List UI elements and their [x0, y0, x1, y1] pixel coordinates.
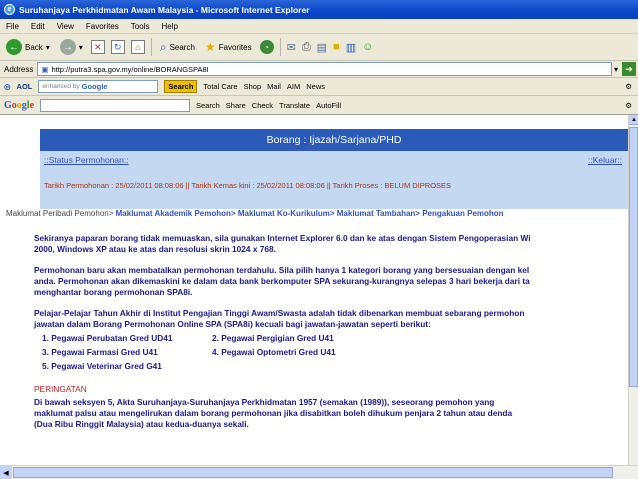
- back-arrow-icon: ←: [6, 39, 22, 55]
- ie-logo-icon: e: [4, 4, 15, 15]
- address-url: http://putra3.spa.gov.my/online/BORANGSPA8I: [51, 64, 209, 74]
- breadcrumb-pengakuan[interactable]: Pengakuan Pemohon: [422, 209, 504, 218]
- menu-edit[interactable]: Edit: [30, 21, 45, 31]
- warning-text: [34, 397, 628, 430]
- search-label: Search: [169, 42, 195, 52]
- google-autofill-button[interactable]: AutoFill: [316, 100, 342, 110]
- scroll-left-icon[interactable]: ◀: [0, 466, 12, 479]
- google-search-button[interactable]: Search: [196, 100, 220, 110]
- aol-logo-icon: ◎: [4, 82, 11, 91]
- breadcrumb-ko-kurikulum[interactable]: Maklumat Ko-Kurikulum>: [237, 209, 335, 218]
- gear-icon[interactable]: ⚙: [625, 82, 632, 91]
- google-translate-button[interactable]: Translate: [279, 100, 311, 110]
- grade-item: 4. Pegawai Optometri Gred U41: [212, 347, 336, 357]
- chevron-down-icon: ▾: [45, 42, 50, 52]
- favorites-button[interactable]: [203, 37, 254, 57]
- horizontal-scrollbar[interactable]: [0, 465, 638, 479]
- mail-icon[interactable]: ✉: [286, 41, 296, 54]
- aol-search-button[interactable]: Search: [164, 80, 197, 93]
- toolbar-divider: [151, 38, 152, 56]
- warning-title: PERINGATAN: [34, 384, 87, 394]
- address-input[interactable]: [37, 62, 612, 76]
- magnifier-icon: ⌕: [159, 39, 167, 54]
- breadcrumb-current: Maklumat Peribadi Pemohon>: [6, 209, 114, 218]
- aol-enhanced-label: enhanced by: [42, 83, 80, 90]
- grade-item: 1. Pegawai Perubatan Gred UD41: [42, 333, 173, 343]
- window-title: Suruhanjaya Perkhidmatan Awam Malaysia - Microsoft Internet Explorer: [19, 4, 310, 15]
- address-label: Address: [4, 64, 34, 74]
- vertical-scroll-thumb[interactable]: [629, 127, 638, 387]
- grade-list: [42, 333, 628, 372]
- form-title: Borang : Ijazah/Sarjana/PHD: [40, 129, 628, 151]
- aol-google-label: Google: [81, 82, 108, 91]
- favorites-label: Favorites: [218, 42, 252, 52]
- keluar-link[interactable]: ::Keluar::: [587, 155, 622, 165]
- messenger-icon[interactable]: ☺: [362, 41, 374, 53]
- horizontal-scroll-thumb[interactable]: [13, 467, 613, 478]
- chevron-down-icon: ▾: [78, 42, 83, 52]
- breadcrumb: [6, 209, 504, 218]
- forward-button[interactable]: [58, 37, 85, 57]
- page-content: [0, 115, 628, 465]
- menu-bar: [0, 19, 638, 34]
- warning-line: maklumat palsu atau mengelirukan dalam borang permohonan jika disabitkan boleh dihukum penjara 2 tahun atau denda: [34, 408, 513, 418]
- google-logo: Google: [4, 99, 35, 111]
- notice-browser: [34, 233, 628, 255]
- notice-new-application: [34, 265, 628, 298]
- aol-toolbar: [0, 78, 638, 96]
- aol-shop[interactable]: Shop: [243, 82, 262, 91]
- grade-item: 3. Pegawai Farmasi Gred U41: [42, 347, 158, 357]
- standard-toolbar: [0, 34, 638, 61]
- status-permohonan-link[interactable]: ::Status Permohonan::: [44, 155, 129, 165]
- breadcrumb-akademik[interactable]: Maklumat Akademik Pemohon>: [115, 209, 236, 218]
- address-dropdown-icon[interactable]: ▾: [613, 64, 618, 74]
- back-button[interactable]: [4, 37, 52, 57]
- menu-favorites[interactable]: Favorites: [85, 21, 119, 31]
- warning-line: (Dua Ribu Ringgit Malaysia) atau kedua-duanya sekali.: [34, 419, 249, 429]
- refresh-icon[interactable]: ↻: [111, 40, 125, 54]
- aol-news[interactable]: News: [306, 82, 326, 91]
- address-bar: [0, 61, 638, 78]
- aol-search-input[interactable]: [38, 80, 158, 93]
- notice-application-line: Permohonan baru akan membatalkan permohonan terdahulu. Sila pilih hanya 1 kategori borang yang bersesuaian dengan kel: [34, 265, 530, 275]
- notice-application-line: menghantar borang permohonan SPA8i.: [34, 287, 193, 297]
- aol-aim[interactable]: AIM: [286, 82, 301, 91]
- aol-label[interactable]: AOL: [16, 82, 33, 91]
- notes-icon[interactable]: ■: [333, 41, 340, 53]
- notice-application-line: anda. Permohonan akan dikemaskini ke dalam data bank berkomputer SPA sekurang-kurangnya selepas 3 hari bekerja dari ta: [34, 276, 530, 286]
- research-icon[interactable]: ▥: [345, 41, 357, 54]
- aol-total-care[interactable]: Total Care: [203, 82, 238, 91]
- edit-icon[interactable]: ▤: [316, 41, 328, 54]
- notice-content: [34, 233, 628, 440]
- aol-mail[interactable]: Mail: [267, 82, 281, 91]
- google-check-button[interactable]: Check: [251, 100, 274, 110]
- notice-final-year-line: Pelajar-Pelajar Tahun Akhir di Institut Pengajian Tinggi Awam/Swasta adalah tidak dibenarkan membuat sebarang permohon: [34, 308, 525, 318]
- menu-view[interactable]: View: [56, 21, 74, 31]
- menu-help[interactable]: Help: [161, 21, 178, 31]
- menu-tools[interactable]: Tools: [130, 21, 150, 31]
- go-button[interactable]: ➔: [622, 62, 636, 76]
- window-title-bar: [0, 0, 638, 19]
- warning-line: Di bawah seksyen 5, Akta Suruhanjaya-Suruhanjaya Perkhidmatan 1957 (semakan (1989)), seseorang pemohon yang: [34, 397, 495, 407]
- page-icon: ▣: [41, 64, 49, 74]
- grade-item: 2. Pegawai Pergigian Gred U41: [212, 333, 334, 343]
- toolbar-divider: [280, 38, 281, 56]
- grade-item: 5. Pegawai Veterinar Gred G41: [42, 361, 162, 371]
- google-search-input[interactable]: [40, 99, 190, 112]
- menu-file[interactable]: File: [6, 21, 19, 31]
- back-label: Back: [25, 42, 43, 52]
- form-header: [40, 129, 628, 209]
- forward-arrow-icon: →: [60, 39, 76, 55]
- breadcrumb-tambahan[interactable]: Maklumat Tambahan>: [336, 209, 420, 218]
- star-icon: ★: [204, 40, 216, 54]
- scroll-up-icon[interactable]: ▲: [629, 115, 638, 125]
- search-button[interactable]: [158, 37, 197, 57]
- wrench-icon[interactable]: ⚙: [625, 100, 632, 110]
- history-icon[interactable]: ◔: [260, 40, 274, 54]
- google-toolbar: [0, 96, 638, 115]
- stop-icon[interactable]: ✕: [91, 40, 105, 54]
- google-share-button[interactable]: Share: [225, 100, 246, 110]
- notice-browser-line: Sekiranya paparan borang tidak memuaskan, sila gunakan Internet Explorer 6.0 dan ke atas dengan Sistem Pengoperasian Wi: [34, 233, 531, 243]
- notice-final-year-line: jawatan dalam Borang Permohonan Online SPA (SPA8i) kecuali bagi jawatan-jawatan seperti berikut:: [34, 319, 431, 329]
- notice-final-year: [34, 308, 628, 330]
- application-dates: Tarikh Permohonan : 25/02/2011 08:08:06 || Tarikh Kemas kini : 25/02/2011 08:08:06 || Tarikh Proses : BELUM DIPROSES: [44, 181, 452, 190]
- print-icon[interactable]: ⎙: [301, 40, 311, 53]
- vertical-scrollbar[interactable]: [628, 115, 638, 465]
- notice-browser-line: 2000, Windows XP atau ke atas dan resolusi skrin 1024 x 768.: [34, 244, 276, 254]
- home-icon[interactable]: ⌂: [131, 40, 145, 54]
